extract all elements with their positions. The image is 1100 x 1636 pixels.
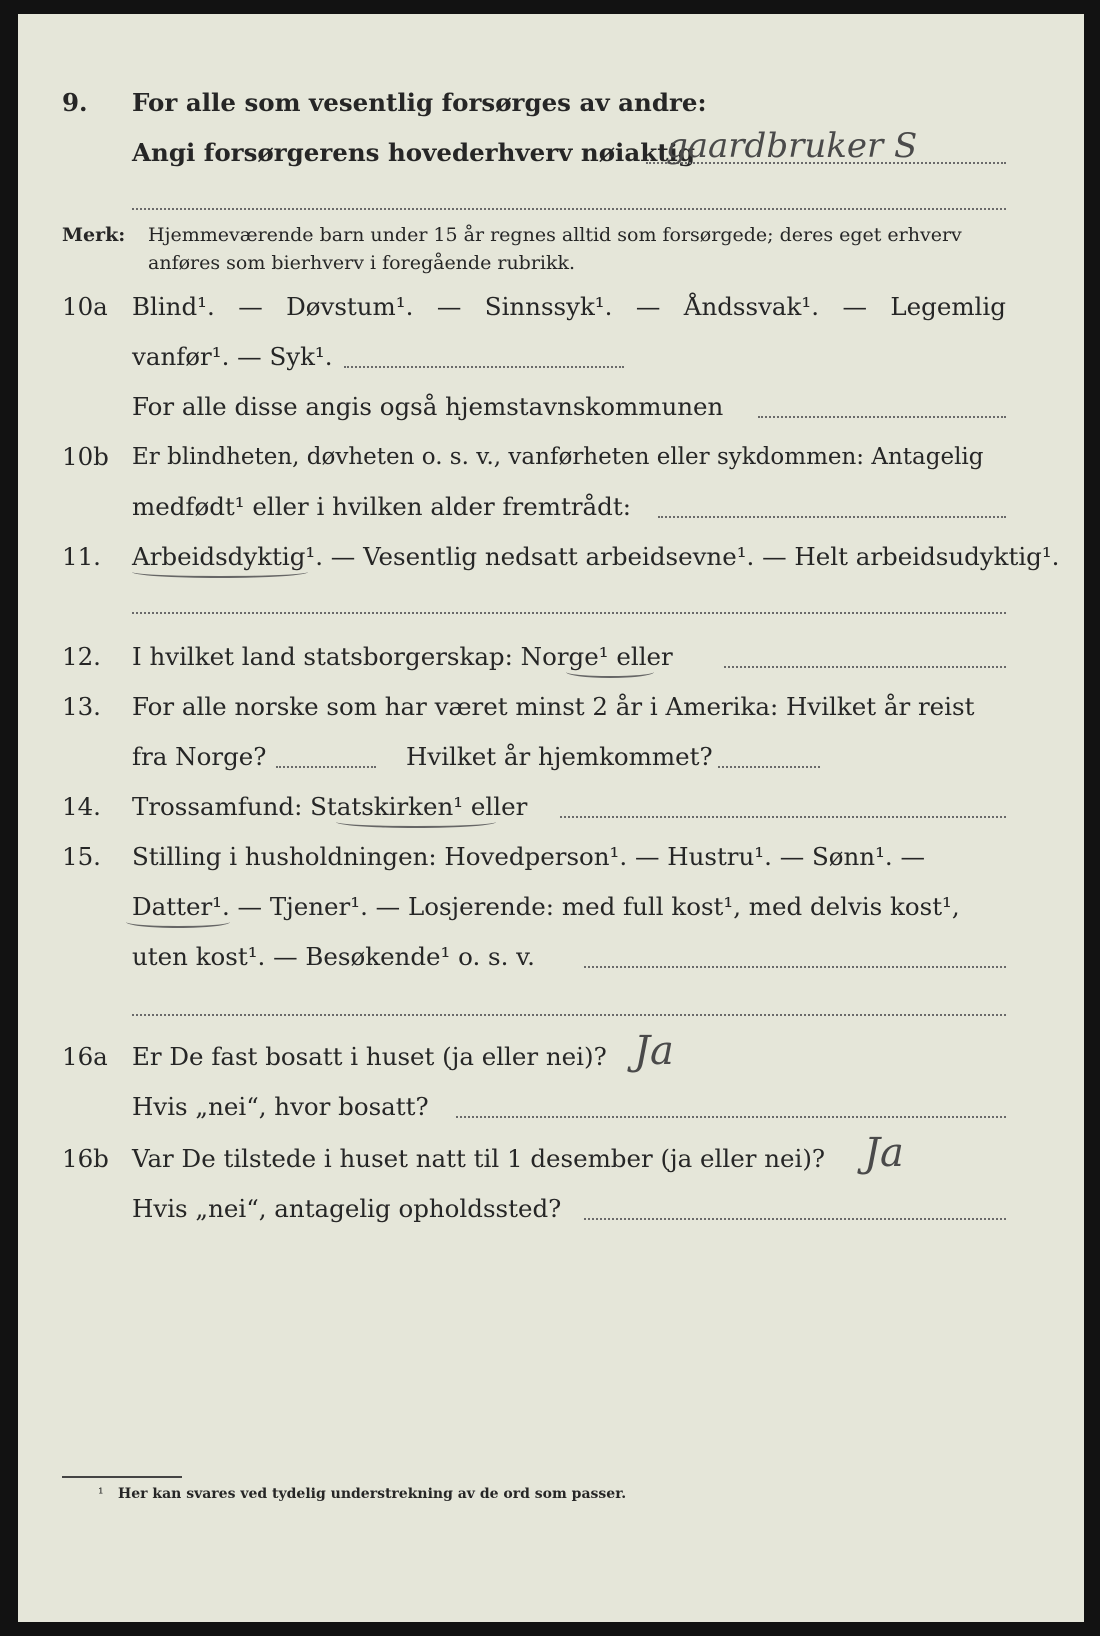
q11-answer-line[interactable] xyxy=(132,612,1006,614)
option-blind[interactable]: Blind¹. xyxy=(132,292,215,321)
q10b-text-1: Er blindheten, døvheten o. s. v., vanførheten eller sykdommen: Antagelig xyxy=(132,444,984,470)
q15-answer-line[interactable] xyxy=(584,966,1006,968)
q16a-bosatt-line[interactable] xyxy=(456,1116,1006,1118)
q16a-number: 16a xyxy=(62,1042,108,1071)
q15-text-1: Stilling i husholdningen: Hovedperson¹. — Hustru¹. — Sønn¹. — xyxy=(132,842,925,871)
q10a-kommune-line[interactable] xyxy=(758,416,1006,418)
q13-text-1: For alle norske som har været minst 2 år i Amerika: Hvilket år reist xyxy=(132,692,975,721)
q11-text: Arbeidsdyktig¹. — Vesentlig nedsatt arbeidsevne¹. — Helt arbeidsudyktig¹. xyxy=(132,542,1060,571)
merk-text-2: anføres som bierhverv i foregående rubrikk. xyxy=(148,252,576,274)
dash: — xyxy=(842,292,867,321)
q10a-number: 10a xyxy=(62,292,108,321)
q13-hjemkommet-line[interactable] xyxy=(718,766,820,768)
q15-text-3: uten kost¹. — Besøkende¹ o. s. v. xyxy=(132,942,535,971)
q13-text-2a: fra Norge? xyxy=(132,742,267,771)
q9-prompt: Angi forsørgerens hovederhverv nøiaktig xyxy=(132,138,695,167)
q12-number: 12. xyxy=(62,642,101,671)
q12-text: I hvilket land statsborgerskap: Norge¹ eller xyxy=(132,642,673,671)
q16b-text-2: Hvis „nei“, antagelig opholdssted? xyxy=(132,1194,562,1223)
datter-underline xyxy=(126,916,230,928)
q16b-opholdssted-line[interactable] xyxy=(584,1218,1006,1220)
option-sinnssyk[interactable]: Sinnssyk¹. xyxy=(484,292,613,321)
q16a-answer: Ja xyxy=(634,1028,674,1074)
statskirken-underline xyxy=(336,816,496,828)
q14-text: Trossamfund: Statskirken¹ eller xyxy=(132,792,528,821)
merk-label: Merk: xyxy=(62,224,126,246)
q15-extra-line[interactable] xyxy=(132,1014,1006,1016)
q10a-text-3: For alle disse angis også hjemstavnskommunen xyxy=(132,392,724,421)
q9-number: 9. xyxy=(62,88,88,117)
footnote-mark: ¹ xyxy=(98,1486,104,1502)
dash: — xyxy=(238,292,263,321)
q16a-text-1: Er De fast bosatt i huset (ja eller nei)? xyxy=(132,1042,607,1071)
q12-answer-line[interactable] xyxy=(724,666,1006,668)
q9-heading: For alle som vesentlig forsørges av andre: xyxy=(132,88,707,117)
q10a-syk-line[interactable] xyxy=(344,366,624,368)
q13-number: 13. xyxy=(62,692,101,721)
q14-number: 14. xyxy=(62,792,101,821)
norge-underline xyxy=(566,666,654,678)
q16b-answer: Ja xyxy=(864,1130,904,1176)
separator-line xyxy=(132,208,1006,210)
arbeidsdyktig-underline xyxy=(132,566,308,578)
dash: — xyxy=(436,292,462,321)
q10b-text-2: medfødt¹ eller i hvilken alder fremtrådt: xyxy=(132,492,631,521)
q13-text-2b: Hvilket år hjemkommet? xyxy=(406,742,713,771)
option-dovstum[interactable]: Døvstum¹. xyxy=(286,292,414,321)
q10b-number: 10b xyxy=(62,442,109,471)
form-page xyxy=(18,14,1084,1622)
footnote-text: Her kan svares ved tydelig understrekning av de ord som passer. xyxy=(118,1486,627,1502)
q14-answer-line[interactable] xyxy=(560,816,1006,818)
q10a-options xyxy=(132,292,1006,322)
option-legemlig[interactable]: Legemlig xyxy=(890,292,1006,321)
q10b-answer-line[interactable] xyxy=(658,516,1006,518)
merk-text-1: Hjemmeværende barn under 15 år regnes alltid som forsørgede; deres eget erhverv xyxy=(148,224,962,246)
q16b-number: 16b xyxy=(62,1144,109,1173)
q16b-text-1: Var De tilstede i huset natt til 1 desember (ja eller nei)? xyxy=(132,1144,826,1173)
q11-number: 11. xyxy=(62,542,101,571)
option-andssvak[interactable]: Åndssvak¹. xyxy=(683,292,819,321)
q9-answer: gaardbruker S xyxy=(666,126,918,166)
q16a-text-2: Hvis „nei“, hvor bosatt? xyxy=(132,1092,429,1121)
q15-text-2: Datter¹. — Tjener¹. — Losjerende: med full kost¹, med delvis kost¹, xyxy=(132,892,960,921)
dash: — xyxy=(635,292,661,321)
q15-number: 15. xyxy=(62,842,101,871)
q13-reist-line[interactable] xyxy=(276,766,376,768)
footnote-rule xyxy=(62,1476,182,1478)
q10a-text-2: vanfør¹. — Syk¹. xyxy=(132,342,333,371)
